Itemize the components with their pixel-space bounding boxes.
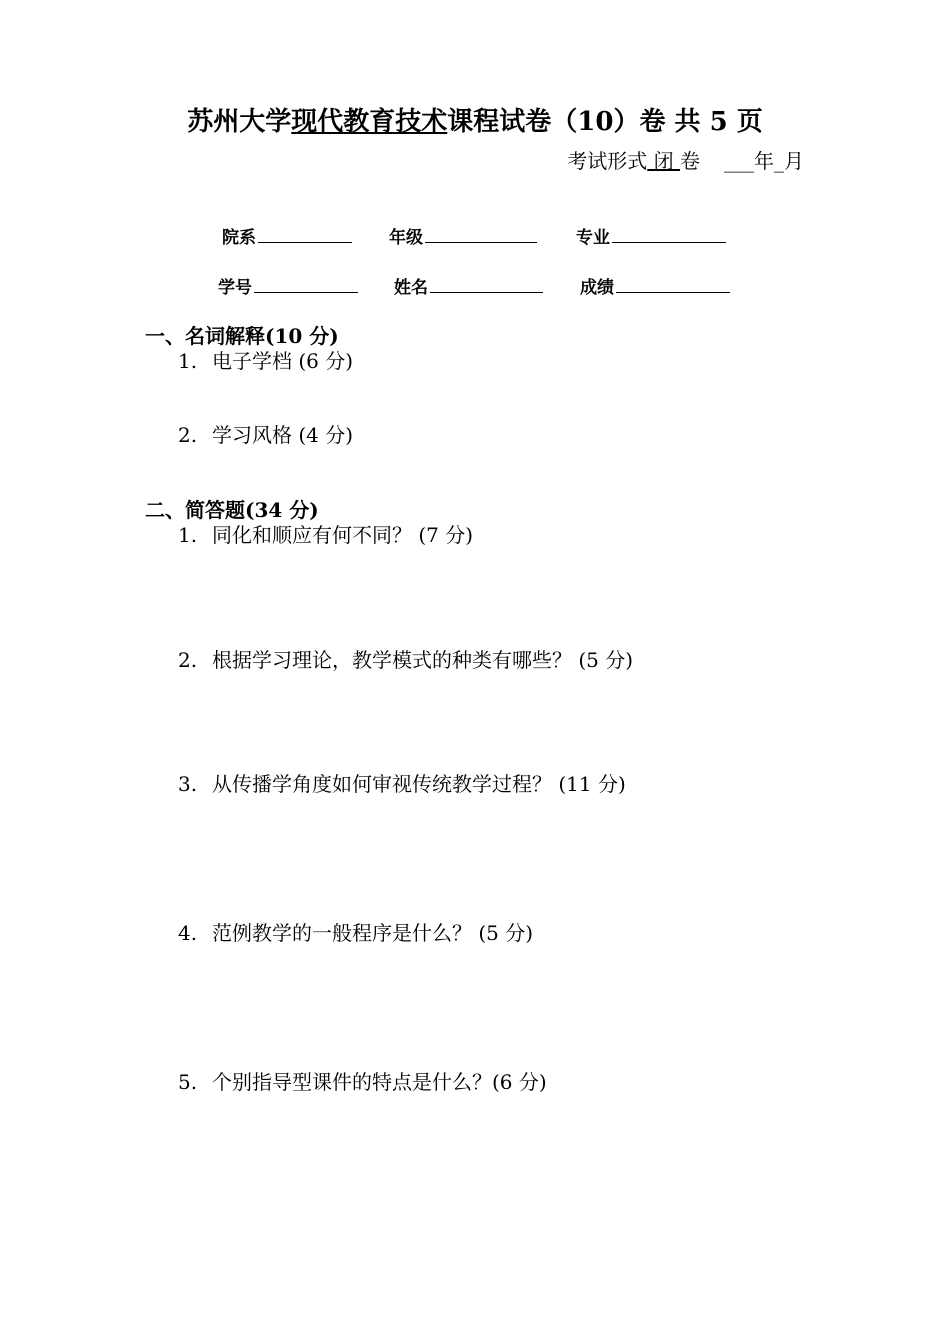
info-row-1 [0, 224, 950, 250]
name-label: 姓名 [394, 278, 428, 298]
grade-field[interactable] [389, 224, 537, 251]
student-id-label: 学号 [218, 278, 252, 298]
exam-form-suffix: 卷 [680, 149, 700, 173]
question-number: 1. [178, 523, 198, 547]
info-row-2 [0, 274, 950, 300]
department-field[interactable] [222, 224, 352, 251]
title-suffix: 课程试卷（10）卷 共 5 页 [447, 107, 763, 137]
score-blank[interactable] [616, 274, 730, 293]
question-number: 1. [178, 349, 198, 373]
month-label: 月 [784, 149, 804, 173]
exam-form-label: 考试形式 [567, 149, 648, 173]
question-number: 3. [178, 772, 198, 796]
course-name: 现代教育技术 [291, 107, 448, 137]
major-blank[interactable] [612, 224, 726, 243]
question-text: 范例教学的一般程序是什么？ (5 分) [212, 921, 534, 945]
major-label: 专业 [576, 228, 610, 248]
name-blank[interactable] [430, 274, 543, 293]
question-number: 2. [178, 423, 198, 447]
question-item [178, 420, 353, 450]
question-item [178, 346, 353, 376]
department-blank[interactable] [258, 224, 352, 243]
question-text: 从传播学角度如何审视传统教学过程？ (11 分) [212, 772, 626, 796]
question-number: 4. [178, 921, 198, 945]
department-label: 院系 [222, 228, 256, 248]
grade-blank[interactable] [425, 224, 537, 243]
exam-form-value: 闭 [647, 149, 680, 173]
question-item [178, 918, 533, 948]
question-text: 同化和顺应有何不同？ (7 分) [212, 523, 474, 547]
title-prefix: 苏州大学 [187, 107, 292, 137]
question-number: 2. [178, 648, 198, 672]
major-field[interactable] [576, 224, 726, 251]
question-item [178, 645, 633, 675]
exam-title [0, 102, 950, 142]
question-text: 个别指导型课件的特点是什么？(6 分) [212, 1070, 547, 1094]
section-heading: 二、简答题(34 分) [145, 498, 319, 522]
question-item [178, 1067, 547, 1097]
question-item [178, 769, 626, 799]
question-text: 学习风格 (4 分) [212, 423, 354, 447]
score-label: 成绩 [580, 278, 614, 298]
year-blank: ___ [724, 149, 754, 173]
student-id-blank[interactable] [254, 274, 358, 293]
grade-label: 年级 [389, 228, 423, 248]
student-id-field[interactable] [218, 274, 358, 301]
question-text: 根据学习理论，教学模式的种类有哪些？ (5 分) [212, 648, 634, 672]
question-number: 5. [178, 1070, 198, 1094]
exam-form-line [567, 146, 804, 176]
name-field[interactable] [394, 274, 543, 301]
year-label: 年 [754, 149, 774, 173]
score-field[interactable] [580, 274, 730, 301]
question-text: 电子学档 (6 分) [212, 349, 354, 373]
section-heading: 一、名词解释(10 分) [145, 324, 339, 348]
question-item [178, 520, 473, 550]
month-blank: _ [774, 149, 784, 173]
